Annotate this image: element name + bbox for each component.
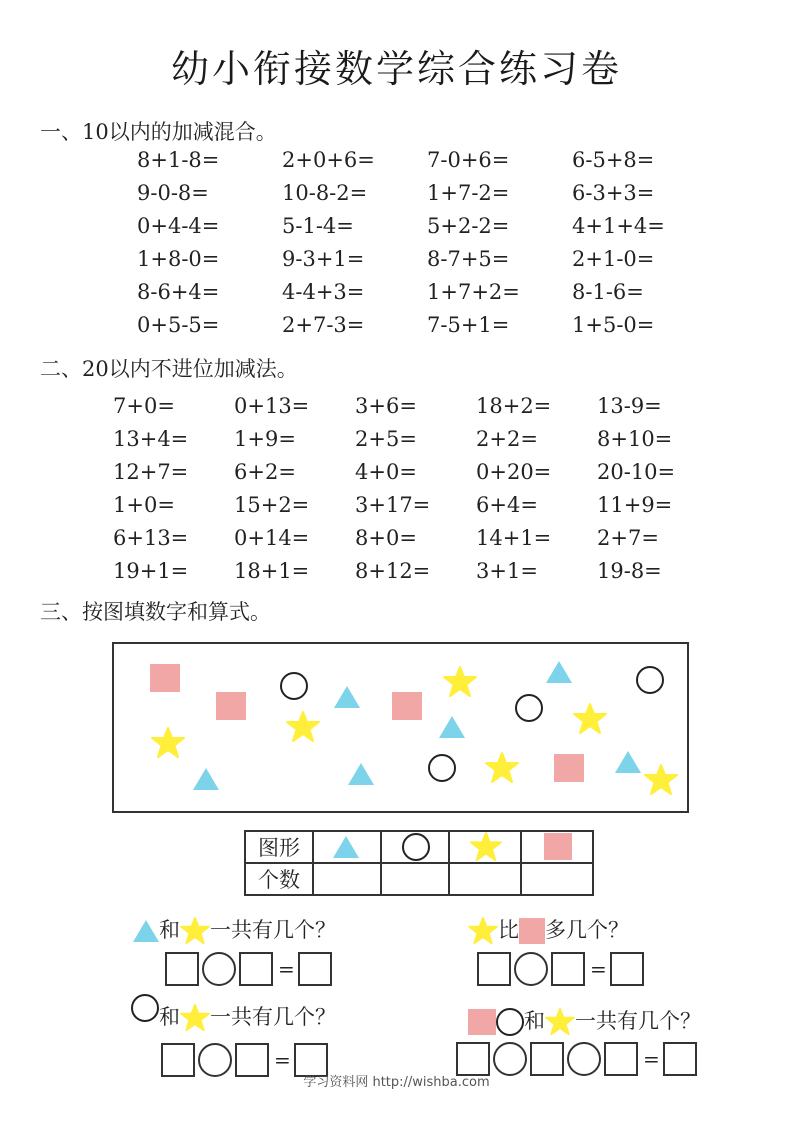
section-1-heading: 一、10以内的加减混合。 xyxy=(40,120,277,144)
math-problem: 0+13= xyxy=(234,394,310,418)
section-2-heading: 二、20以内不进位加减法。 xyxy=(40,357,298,381)
operator-circle[interactable] xyxy=(514,952,548,986)
math-problem: 2+0+6= xyxy=(282,148,375,172)
math-problem: 2+2= xyxy=(476,427,538,451)
math-problem: 1+5-0= xyxy=(572,313,655,337)
circle-shape xyxy=(636,666,664,694)
math-problem: 6+13= xyxy=(113,526,189,550)
math-problem: 9-3+1= xyxy=(282,247,365,271)
square-icon xyxy=(544,833,572,860)
count-answer-cell[interactable] xyxy=(449,863,521,895)
math-problem: 15+2= xyxy=(234,493,310,517)
math-problem: 4-4+3= xyxy=(282,280,365,304)
math-problem: 2+5= xyxy=(355,427,417,451)
math-problem: 6-5+8= xyxy=(572,148,655,172)
math-problem: 9-0-8= xyxy=(137,181,209,205)
math-problem: 13+4= xyxy=(113,427,189,451)
question-1-text: 和 xyxy=(159,918,180,942)
circle-icon xyxy=(496,1008,524,1036)
table-label-count: 个数 xyxy=(245,863,313,895)
star-icon xyxy=(180,917,210,945)
equals-sign: = xyxy=(590,957,607,981)
star-icon xyxy=(180,1004,210,1032)
math-problem: 2+7-3= xyxy=(282,313,365,337)
math-problem: 14+1= xyxy=(476,526,552,550)
square-shape xyxy=(392,692,422,720)
triangle-icon xyxy=(133,920,159,942)
math-problem: 20-10= xyxy=(597,460,676,484)
math-problem: 2+1-0= xyxy=(572,247,655,271)
circle-shape xyxy=(280,672,308,700)
question-3-text: 和 xyxy=(159,1005,180,1029)
math-problem: 8+0= xyxy=(355,526,417,550)
section-3-heading: 三、按图填数字和算式。 xyxy=(40,600,271,624)
star-shape xyxy=(286,711,320,743)
operator-circle[interactable] xyxy=(202,952,236,986)
math-problem: 18+2= xyxy=(476,394,552,418)
answer-box[interactable] xyxy=(165,952,199,986)
question-3-suffix: 一共有几个？ xyxy=(210,1005,336,1029)
math-problem: 8+10= xyxy=(597,427,673,451)
table-cell-star xyxy=(449,831,521,863)
square-shape xyxy=(150,664,180,692)
triangle-shape xyxy=(615,751,641,773)
question-2-suffix: 多几个？ xyxy=(545,918,629,942)
math-problem: 10-8-2= xyxy=(282,181,368,205)
answer-box[interactable] xyxy=(610,952,644,986)
math-problem: 1+9= xyxy=(234,427,296,451)
question-1-suffix: 一共有几个？ xyxy=(210,918,336,942)
math-problem: 7+0= xyxy=(113,394,175,418)
math-problem: 6-3+3= xyxy=(572,181,655,205)
question-2 xyxy=(468,914,629,945)
square-icon xyxy=(519,918,545,944)
square-shape xyxy=(554,754,584,782)
square-icon xyxy=(468,1009,496,1035)
triangle-shape xyxy=(193,768,219,790)
square-shape xyxy=(216,692,246,720)
math-problem: 0+20= xyxy=(476,460,552,484)
math-problem: 6+4= xyxy=(476,493,538,517)
math-problem: 0+14= xyxy=(234,526,310,550)
table-cell-circle xyxy=(381,831,449,863)
equals-sign: = xyxy=(643,1047,660,1071)
table-cell-triangle xyxy=(313,831,381,863)
count-answer-cell[interactable] xyxy=(381,863,449,895)
triangle-shape xyxy=(439,716,465,738)
question-2-text: 比 xyxy=(498,918,519,942)
count-answer-cell[interactable] xyxy=(313,863,381,895)
question-4-text: 和 xyxy=(524,1009,545,1033)
triangle-shape xyxy=(334,686,360,708)
math-problem: 3+17= xyxy=(355,493,431,517)
math-problem: 8-6+4= xyxy=(137,280,220,304)
math-problem: 19+1= xyxy=(113,559,189,583)
count-answer-cell[interactable] xyxy=(521,863,593,895)
triangle-shape xyxy=(546,661,572,683)
math-problem: 5+2-2= xyxy=(427,214,510,238)
question-4-suffix: 一共有几个？ xyxy=(575,1009,701,1033)
math-problem: 18+1= xyxy=(234,559,310,583)
math-problem: 8-7+5= xyxy=(427,247,510,271)
star-icon xyxy=(545,1008,575,1036)
math-problem: 1+7-2= xyxy=(427,181,510,205)
circle-shape xyxy=(428,754,456,782)
star-icon xyxy=(470,832,502,862)
math-problem: 8-1-6= xyxy=(572,280,644,304)
star-shape xyxy=(644,764,678,796)
footer-watermark: 学习资料网 http://wishba.com xyxy=(303,1075,490,1090)
answer-box[interactable] xyxy=(298,952,332,986)
answer-box[interactable] xyxy=(239,952,273,986)
answer-row-2 xyxy=(477,952,647,986)
math-problem: 7-5+1= xyxy=(427,313,510,337)
triangle-icon xyxy=(333,836,359,858)
math-problem: 13-9= xyxy=(597,394,662,418)
table-cell-square xyxy=(521,831,593,863)
question-4 xyxy=(468,1005,701,1036)
math-problem: 7-0+6= xyxy=(427,148,510,172)
answer-box[interactable] xyxy=(551,952,585,986)
math-problem: 1+7+2= xyxy=(427,280,520,304)
star-shape xyxy=(443,666,477,698)
star-shape xyxy=(485,752,519,784)
math-problem: 8+12= xyxy=(355,559,431,583)
shape-count-table xyxy=(244,830,594,896)
circle-icon xyxy=(402,833,430,861)
question-3 xyxy=(131,1001,336,1032)
math-problem: 1+0= xyxy=(113,493,175,517)
math-problem: 6+2= xyxy=(234,460,296,484)
math-problem: 4+1+4= xyxy=(572,214,665,238)
math-problem: 2+7= xyxy=(597,526,659,550)
circle-icon xyxy=(131,994,159,1022)
circle-shape xyxy=(515,694,543,722)
star-shape xyxy=(573,703,607,735)
question-1 xyxy=(133,914,336,945)
answer-box[interactable] xyxy=(477,952,511,986)
math-problem: 19-8= xyxy=(597,559,662,583)
math-problem: 0+5-5= xyxy=(137,313,220,337)
star-shape xyxy=(151,727,185,759)
math-problem: 8+1-8= xyxy=(137,148,220,172)
math-problem: 5-1-4= xyxy=(282,214,354,238)
table-label-shape: 图形 xyxy=(245,831,313,863)
math-problem: 0+4-4= xyxy=(137,214,220,238)
equals-sign: = xyxy=(274,1048,291,1072)
star-icon xyxy=(468,917,498,945)
math-problem: 1+8-0= xyxy=(137,247,220,271)
answer-row-1 xyxy=(165,952,335,986)
triangle-shape xyxy=(348,763,374,785)
page-title: 幼小衔接数学综合练习卷 xyxy=(170,47,622,91)
math-problem: 4+0= xyxy=(355,460,417,484)
math-problem: 3+1= xyxy=(476,559,538,583)
math-problem: 3+6= xyxy=(355,394,417,418)
shapes-picture xyxy=(112,642,689,813)
math-problem: 11+9= xyxy=(597,493,673,517)
math-problem: 12+7= xyxy=(113,460,189,484)
equals-sign: = xyxy=(278,957,295,981)
